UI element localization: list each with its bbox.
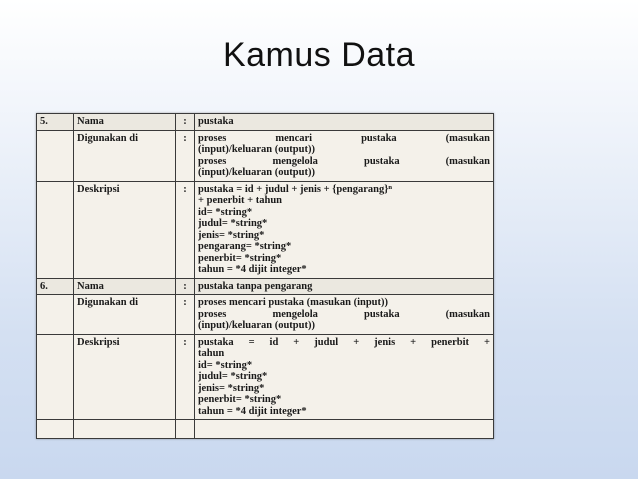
empty-cell: [195, 420, 494, 439]
scanned-data-dictionary-image: [36, 113, 494, 439]
deskripsi-value: [195, 181, 494, 278]
deskripsi-line: pustaka = id + judul + jenis + penerbit +: [198, 336, 490, 348]
slide-title: Kamus Data: [222, 36, 416, 74]
empty-cell: [37, 130, 74, 181]
digunakan-line: proses mencari pustaka (masukan: [198, 132, 490, 144]
field-label-deskripsi: Deskripsi: [74, 334, 176, 420]
digunakan-di-value: [195, 130, 494, 181]
nama-value: pustaka: [195, 114, 494, 131]
deskripsi-line: + penerbit + tahun: [198, 195, 283, 206]
table-row: [37, 295, 494, 335]
empty-cell: [176, 420, 195, 439]
digunakan-line: (input)/keluaran (output)): [198, 167, 315, 178]
empty-cell: [37, 181, 74, 278]
deskripsi-line: penerbit= *string*: [198, 252, 282, 264]
colon-separator: :: [176, 278, 195, 295]
table-row: [37, 278, 494, 295]
deskripsi-line: id= *string*: [198, 206, 253, 218]
digunakan-line: proses mencari pustaka (masukan (input)): [198, 297, 388, 308]
empty-cell: [74, 420, 176, 439]
entry-number: 6.: [37, 278, 74, 295]
deskripsi-line: tahun: [198, 348, 225, 359]
table-row: [37, 114, 494, 131]
colon-separator: :: [176, 114, 195, 131]
colon-separator: :: [176, 334, 195, 420]
deskripsi-line: tahun = *4 dijit integer*: [198, 264, 307, 275]
nama-value: pustaka tanpa pengarang: [195, 278, 494, 295]
digunakan-line: (input)/keluaran (output)): [198, 320, 315, 331]
table-row: [37, 334, 494, 420]
empty-cell: [37, 295, 74, 335]
deskripsi-line: pengarang= *string*: [198, 241, 292, 252]
deskripsi-line: judul= *string*: [198, 218, 268, 229]
colon-separator: :: [176, 130, 195, 181]
digunakan-line: proses mengelola pustaka (masukan: [198, 155, 490, 167]
field-label-nama: Nama: [74, 114, 176, 131]
table-row: [37, 420, 494, 439]
deskripsi-line: pustaka = id + judul + jenis + {pengarang}ⁿ: [198, 183, 392, 195]
deskripsi-line: id= *string*: [198, 359, 253, 371]
deskripsi-line: jenis= *string*: [198, 229, 265, 241]
digunakan-di-value: [195, 295, 494, 335]
field-label-deskripsi: Deskripsi: [74, 181, 176, 278]
table-row: [37, 130, 494, 181]
deskripsi-line: judul= *string*: [198, 371, 268, 382]
table-row: [37, 181, 494, 278]
entry-number: 5.: [37, 114, 74, 131]
deskripsi-line: penerbit= *string*: [198, 394, 282, 405]
field-label-nama: Nama: [74, 278, 176, 295]
field-label-digunakan-di: Digunakan di: [74, 130, 176, 181]
empty-cell: [37, 334, 74, 420]
field-label-digunakan-di: Digunakan di: [74, 295, 176, 335]
deskripsi-value: [195, 334, 494, 420]
deskripsi-line: tahun = *4 dijit integer*: [198, 405, 307, 417]
digunakan-line: (input)/keluaran (output)): [198, 144, 315, 155]
colon-separator: :: [176, 295, 195, 335]
empty-cell: [37, 420, 74, 439]
colon-separator: :: [176, 181, 195, 278]
data-dictionary-table: [36, 113, 494, 439]
digunakan-line: proses mengelola pustaka (masukan: [198, 308, 490, 320]
deskripsi-line: jenis= *string*: [198, 382, 265, 394]
